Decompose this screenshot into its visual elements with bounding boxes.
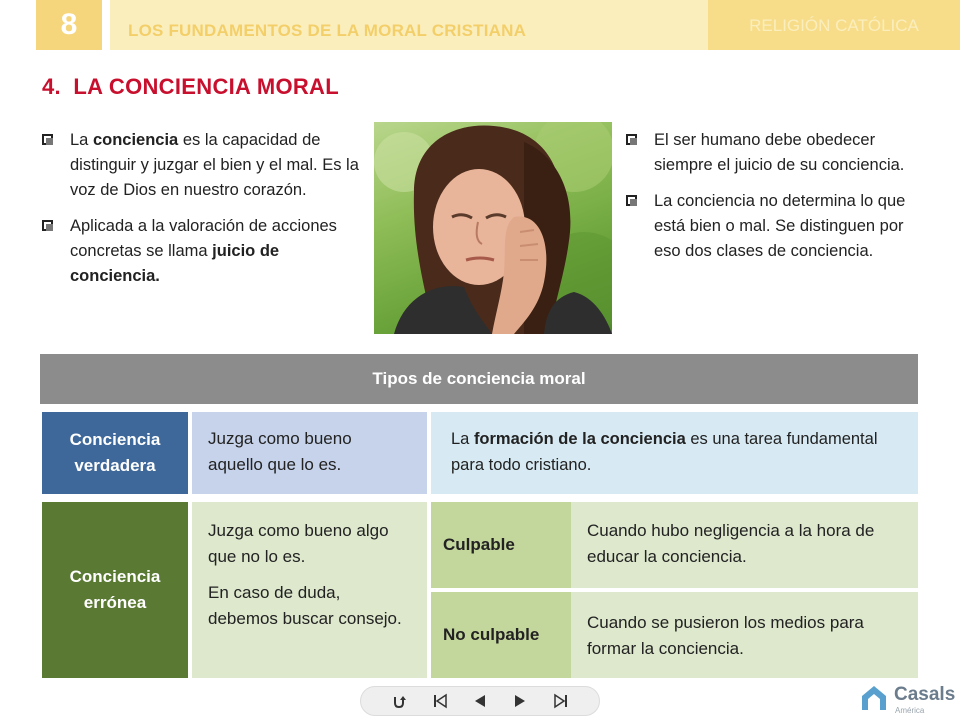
conciencia-verdadera-description: Juzga como bueno aquello que lo es.	[192, 412, 427, 494]
logo-wordmark: Casals	[894, 684, 956, 705]
unit-title: LOS FUNDAMENTOS DE LA MORAL CRISTIANA	[110, 0, 708, 50]
return-icon	[391, 693, 407, 709]
checkbox-bullet-icon	[626, 195, 637, 206]
bullet-item	[40, 214, 360, 289]
checkbox-bullet-icon	[626, 134, 637, 145]
bullet-bold-text: juicio de conciencia.	[70, 242, 280, 285]
bullet-item	[624, 189, 914, 264]
bullet-text: El ser humano debe obedecer siempre el juicio de su conciencia.	[654, 131, 905, 174]
conciencia-erronea-description	[192, 502, 427, 678]
bullet-item	[624, 128, 914, 178]
previous-icon	[472, 693, 488, 709]
description-text: En caso de duda, debemos buscar consejo.	[208, 583, 402, 628]
culpable-label: Culpable	[431, 502, 571, 588]
last-page-icon	[553, 693, 569, 709]
culpable-description: Cuando hubo negligencia a la hora de educar la conciencia.	[571, 502, 918, 588]
first-page-icon	[432, 693, 448, 709]
conciencia-verdadera-label	[42, 412, 188, 494]
right-bullet-list	[624, 128, 914, 275]
last-page-button[interactable]	[549, 690, 573, 712]
section-heading: LA CONCIENCIA MORAL	[73, 74, 339, 99]
bullet-text: La conciencia no determina lo que está bien o mal. Se distinguen por eso dos clases de conciencia.	[654, 192, 906, 260]
logo-subtext: América	[895, 706, 925, 715]
conciencia-erronea-label	[42, 502, 188, 678]
note-text: es una tarea fundamental para todo cristiano.	[451, 430, 878, 474]
note-text: La	[451, 430, 474, 448]
section-number: 4.	[42, 74, 61, 99]
bullet-bold-text: conciencia	[92, 131, 179, 149]
note-bold-text: formación de la conciencia	[473, 430, 686, 448]
first-page-button[interactable]	[428, 690, 452, 712]
bullet-text: es la capacidad de distinguir y juzgar el bien y el mal. Es la voz de Dios en nuestro corazón.	[70, 131, 359, 199]
no-culpable-label: No culpable	[431, 592, 571, 678]
subject-label: RELIGIÓN CATÓLICA	[708, 0, 960, 50]
woman-illustration	[374, 122, 612, 334]
label-line: errónea	[83, 593, 147, 612]
table-heading: Tipos de conciencia moral	[40, 354, 918, 404]
checkbox-bullet-icon	[42, 134, 53, 145]
bullet-item	[40, 128, 360, 203]
label-line: Conciencia	[69, 567, 161, 586]
next-icon	[512, 693, 528, 709]
photo-thoughtful-woman	[374, 122, 612, 334]
unit-number: 8	[36, 0, 102, 50]
description-text: Juzga como bueno algo que no lo es.	[208, 521, 389, 566]
bullet-text: La	[70, 131, 93, 149]
previous-button[interactable]	[468, 690, 492, 712]
next-button[interactable]	[508, 690, 532, 712]
label-line: Conciencia	[69, 430, 161, 449]
bullet-text: Aplicada a la valoración de acciones concretas se llama	[70, 217, 337, 260]
formacion-note	[431, 412, 918, 494]
return-button[interactable]	[387, 690, 411, 712]
slide-navigation	[360, 686, 600, 716]
checkbox-bullet-icon	[42, 220, 53, 231]
section-title	[42, 74, 339, 100]
casals-logo	[858, 682, 956, 716]
left-bullet-list	[40, 128, 360, 300]
label-line: verdadera	[74, 456, 156, 475]
no-culpable-description: Cuando se pusieron los medios para formar la conciencia.	[571, 592, 918, 678]
casals-logo-icon	[858, 682, 890, 714]
